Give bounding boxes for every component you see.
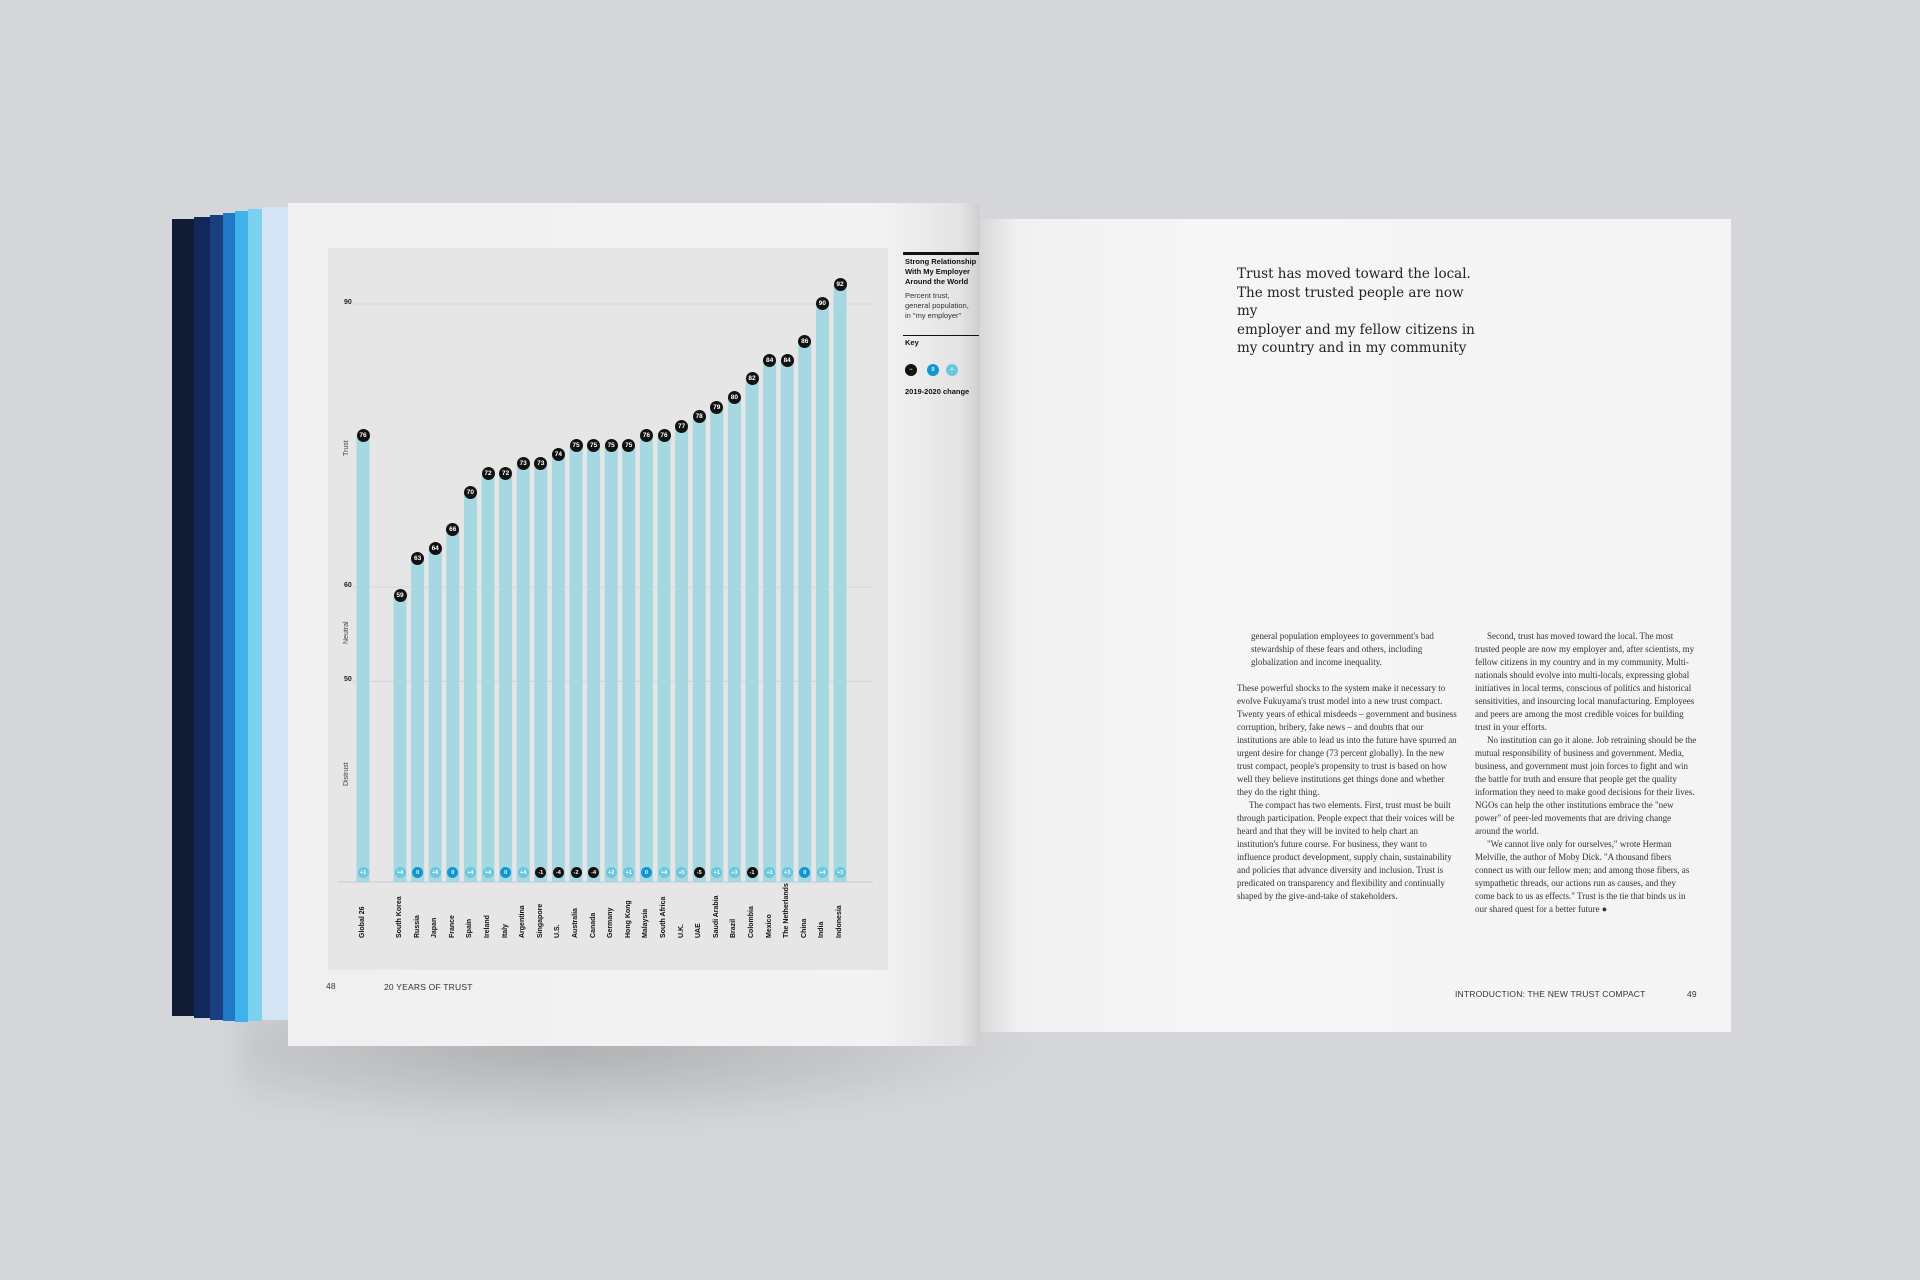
y-tick-label: 90: [344, 299, 352, 306]
running-title-left: 20 YEARS OF TRUST: [384, 982, 473, 992]
bar-value-label: 82: [746, 372, 759, 385]
bar: [622, 446, 635, 883]
bar: [570, 446, 583, 883]
pull-quote-line: The most trusted people are now my: [1237, 284, 1464, 319]
bar-value-label: 76: [357, 429, 370, 442]
body-column-1: [1237, 630, 1459, 903]
bar: [517, 464, 530, 882]
bar: [464, 493, 477, 882]
change-label: +4: [395, 867, 406, 878]
plus-icon: +: [946, 364, 958, 376]
bar: [675, 427, 688, 882]
category-label: Italy: [501, 923, 509, 938]
bar: [357, 436, 370, 882]
bar: [394, 596, 407, 882]
category-label: Global 26: [359, 906, 366, 938]
cover-edge-stripe: [235, 211, 248, 1022]
category-label: U.K.: [677, 924, 685, 938]
bar-value-label: 59: [394, 589, 407, 602]
category-label: Germany: [607, 907, 615, 938]
page-number-left: 48: [326, 981, 336, 991]
category-label: U.S.: [554, 924, 562, 938]
change-label: -4: [588, 867, 599, 878]
y-zone-label: Trust: [343, 439, 350, 456]
bar-value-label: 92: [834, 278, 847, 291]
bar-value-label: 75: [570, 439, 583, 452]
pull-quote-line: Trust has moved toward the local.: [1237, 266, 1471, 282]
chart-title: [905, 257, 983, 287]
key-label: Key: [905, 338, 919, 347]
change-label: +1: [623, 867, 634, 878]
category-label: Argentina: [519, 905, 527, 938]
bar-value-label: 73: [534, 457, 547, 470]
change-label: +6: [430, 867, 441, 878]
category-label: South Korea: [396, 896, 403, 938]
y-zone-label: Distrust: [343, 761, 350, 786]
bar: [693, 417, 706, 882]
bar-value-label: 79: [710, 401, 723, 414]
cover-edge-stripe: [210, 215, 223, 1020]
bar-value-label: 75: [605, 439, 618, 452]
bar: [746, 379, 759, 882]
change-label: +4: [465, 867, 476, 878]
change-label: +1: [358, 867, 369, 878]
chart-subtitle: [905, 291, 983, 321]
change-label: 0: [447, 867, 458, 878]
body-paragraph: "We cannot live only for ourselves," wrote Herman Melville, the author of Moby Dick. "A thousand fibers connect us with our fellow men; and among those fibers, as sympathetic threads, our actions run as causes, and they come back to us as effects." Trust is the tie that binds us in our shared quest for a better future ●: [1475, 839, 1690, 914]
change-label: 0: [641, 867, 652, 878]
bar: [781, 361, 794, 882]
bar-value-label: 64: [429, 542, 442, 555]
chart-title-line: With My Employer: [905, 267, 970, 276]
category-label: Colombia: [748, 906, 755, 938]
bar-chart: [328, 248, 888, 970]
change-label: -1: [535, 867, 546, 878]
chart-panel: [328, 248, 888, 970]
category-label: UAE: [695, 923, 703, 938]
change-label: +4: [817, 867, 828, 878]
change-label: +3: [729, 867, 740, 878]
change-label: +2: [606, 867, 617, 878]
bar-value-label: 72: [482, 467, 495, 480]
bar-value-label: 74: [552, 448, 565, 461]
bar: [429, 549, 442, 882]
bar-value-label: 84: [763, 354, 776, 367]
bar-value-label: 72: [499, 467, 512, 480]
category-label: Singapore: [536, 903, 544, 938]
cover-edge-stripe: [194, 217, 210, 1018]
change-label: -2: [571, 867, 582, 878]
bar-value-label: 76: [640, 429, 653, 442]
bar-value-label: 63: [411, 552, 424, 565]
category-label: Mexico: [765, 914, 773, 938]
category-label: Australia: [572, 908, 579, 938]
chart-title-line: Strong Relationship: [905, 257, 977, 266]
category-label: Indonesia: [836, 905, 843, 938]
running-title-right: INTRODUCTION: THE NEW TRUST COMPACT: [1455, 989, 1646, 999]
bar: [499, 474, 512, 882]
bar-value-label: 77: [675, 420, 688, 433]
category-label: Spain: [466, 918, 474, 938]
bar: [446, 530, 459, 882]
bar-value-label: 84: [781, 354, 794, 367]
sidebar-top-rule: [903, 252, 979, 255]
bar-value-label: 80: [728, 391, 741, 404]
y-tick-label: 50: [344, 676, 352, 684]
change-label: -4: [553, 867, 564, 878]
category-label: France: [448, 915, 456, 938]
category-label: Japan: [431, 917, 439, 938]
bar: [482, 474, 495, 882]
bar: [798, 342, 811, 882]
bar: [834, 285, 847, 882]
change-label: -1: [747, 867, 758, 878]
chart-title-line: Around the World: [905, 277, 969, 286]
bar-value-label: 73: [517, 457, 530, 470]
chart-subtitle-line: in "my employer": [905, 311, 962, 320]
bar: [640, 436, 653, 882]
bar: [658, 436, 671, 882]
cover-edge-stripe: [248, 209, 262, 1021]
category-label: Hong Kong: [624, 900, 632, 938]
change-label: +1: [711, 867, 722, 878]
pull-quote-line: employer and my fellow citizens in: [1237, 321, 1475, 338]
key-caption: 2019-2020 change: [905, 387, 970, 396]
body-paragraph: These powerful shocks to the system make it necessary to evolve Fukuyama's trust model into a new trust compact. Twenty years of ethical misdeeds – government and business corruption, bribery, fake news – and doubts that our institutions are able to lead us into the future have spurred an urgent desire for change (73 percent globally). In the new trust compact, people's propensity to trust is based on how well they believe institutions get things done and whether they do the right thing.: [1237, 683, 1457, 797]
category-label: China: [800, 918, 808, 938]
change-label: 0: [799, 867, 810, 878]
bar: [534, 464, 547, 882]
category-label: Russia: [413, 915, 421, 938]
category-label: Malaysia: [642, 908, 650, 938]
category-label: Canada: [589, 912, 597, 938]
bar: [763, 361, 776, 882]
body-paragraph: No institution can go it alone. Job retraining should be the mutual responsibility of business and government. Media, business, and government must join forces to fight and win the battle for truth and ensure that people get the quality information they need to make good decisions for their lives. NGOs can help the other institutions embrace the "new power" of peer-led movements that are driving change around the world.: [1475, 735, 1697, 836]
change-label: +4: [518, 867, 529, 878]
bar-value-label: 78: [693, 410, 706, 423]
change-label: +5: [676, 867, 687, 878]
bar-value-label: 70: [464, 486, 477, 499]
body-column-2: [1475, 630, 1697, 916]
category-label: The Netherlands: [783, 883, 791, 938]
change-label: +3: [835, 867, 846, 878]
bar-value-label: 86: [798, 335, 811, 348]
bar-value-label: 66: [446, 523, 459, 536]
change-label: -5: [694, 867, 705, 878]
bar-value-label: 90: [816, 297, 829, 310]
bar: [411, 559, 424, 882]
cover-edge-stripe: [223, 213, 235, 1021]
category-label: India: [818, 921, 826, 938]
bar-value-label: 75: [622, 439, 635, 452]
change-label: +3: [782, 867, 793, 878]
pull-quote: [1237, 265, 1487, 358]
bar: [816, 304, 829, 882]
cover-edge-stripe: [172, 219, 194, 1016]
minus-icon: −: [905, 364, 917, 376]
category-label: Ireland: [484, 915, 491, 938]
category-label: South Africa: [660, 896, 667, 938]
body-paragraph: The compact has two elements. First, trust must be built through participation. People expect that their voices will be heard and that they will be invited to help chart an institution's future course. For business, they want to influence product development, supply chain, sustainability and policies that advance diversity and inclusion. Trust is predicated on transparency and flexibility and continually shaped by the give-and-take of stakeholders.: [1237, 800, 1455, 901]
chart-subtitle-line: general population,: [905, 301, 969, 310]
body-paragraph: general population employees to government's bad stewardship of these fears and others, including globalization and income inequality.: [1251, 631, 1434, 667]
change-label: 0: [500, 867, 511, 878]
category-label: Saudi Arabia: [712, 895, 720, 938]
y-zone-label: Neutral: [343, 621, 350, 645]
sidebar-divider: [903, 335, 979, 336]
change-label: +1: [764, 867, 775, 878]
bar-value-label: 75: [587, 439, 600, 452]
pull-quote-line: my country and in my community: [1237, 340, 1467, 356]
page-number-right: 49: [1687, 989, 1697, 999]
zero-icon: 0: [927, 364, 939, 376]
change-label: +4: [659, 867, 670, 878]
bar: [710, 408, 723, 882]
bar: [728, 398, 741, 882]
y-tick-label: 60: [344, 582, 352, 589]
chart-subtitle-line: Percent trust,: [905, 291, 950, 300]
bar: [587, 446, 600, 883]
bar: [552, 455, 565, 882]
category-label: Brazil: [730, 918, 738, 938]
change-label: 0: [412, 867, 423, 878]
change-label: +4: [483, 867, 494, 878]
body-paragraph: Second, trust has moved toward the local. The most trusted people are now my employer and, after scientists, my fellow citizens in my country and in my community. Multi-nationals should evolve into multi-locals, expressing global initiatives in local terms, conscious of politics and historical sensitivities, and insourcing local manufacturing. Employees and peers are among the most credible voices for building trust in your efforts.: [1475, 631, 1695, 732]
bar: [605, 446, 618, 883]
bar-value-label: 76: [658, 429, 671, 442]
